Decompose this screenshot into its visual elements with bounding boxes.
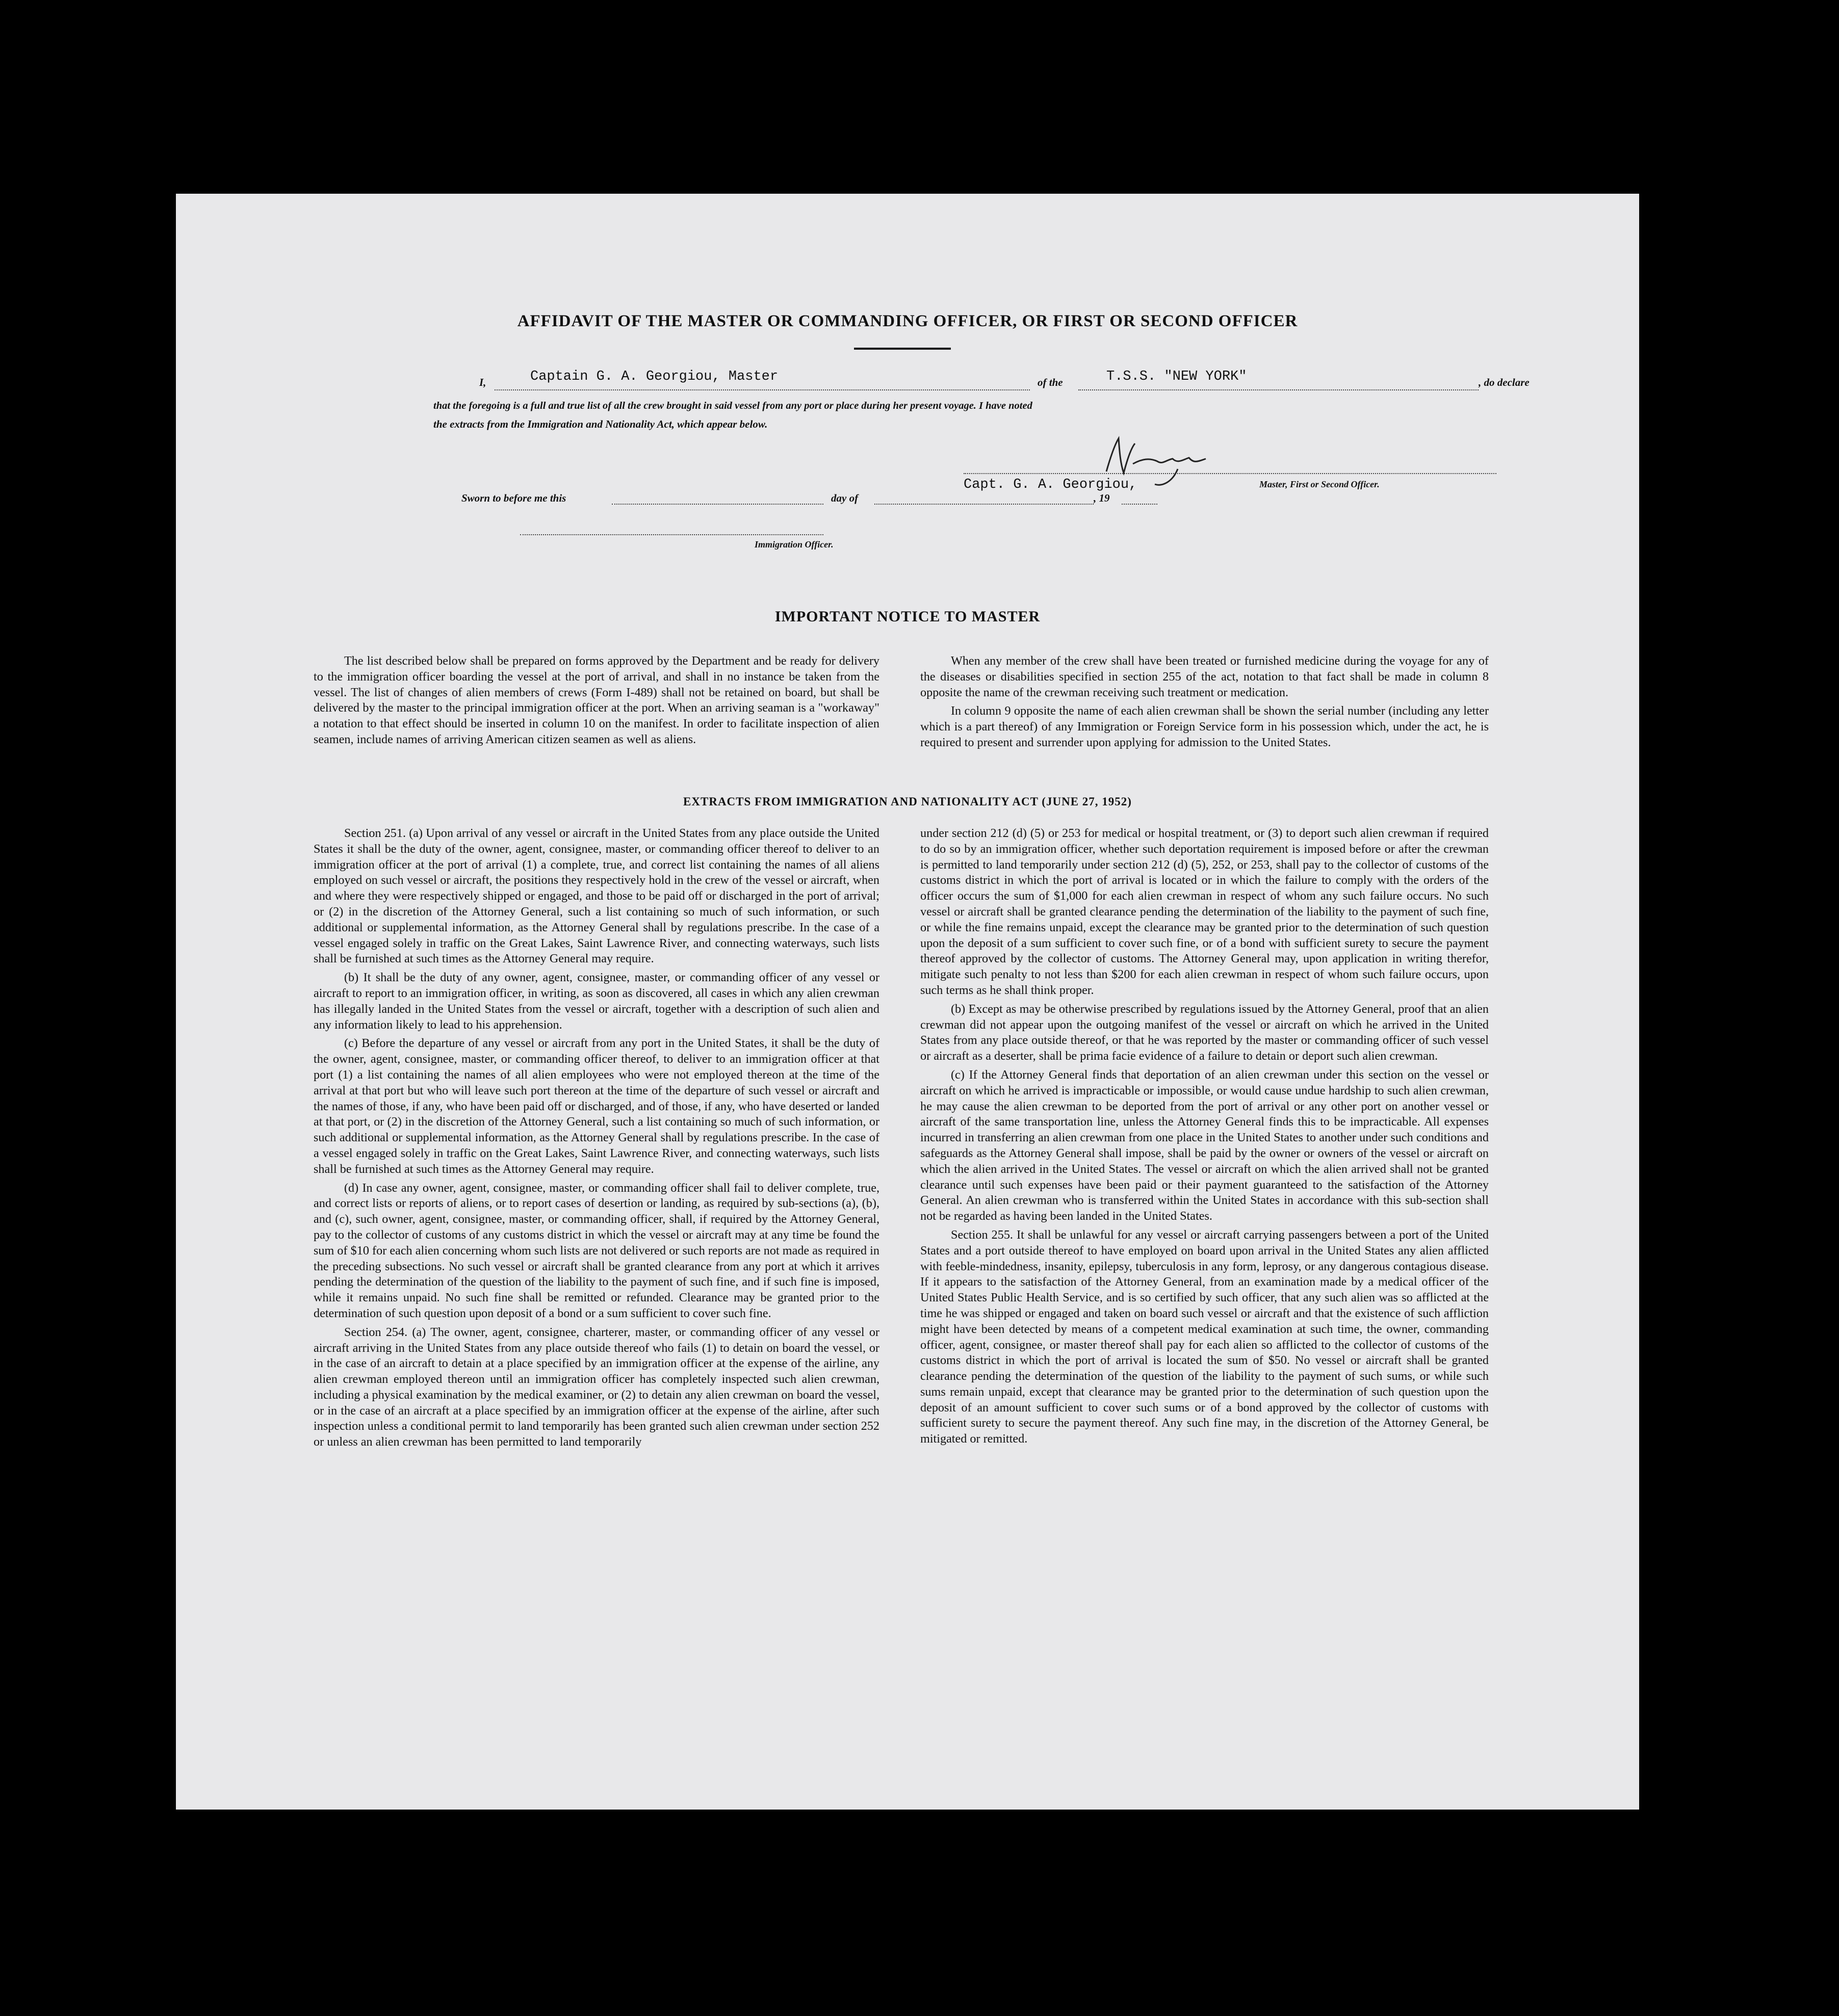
signer-title-label: Master, First or Second Officer. bbox=[1259, 479, 1380, 489]
section-254a: Section 254. (a) The owner, agent, consignee, charterer, master, or commanding officer of any vessel or aircraft arriving in the United States from any place outside thereof who fails (1) to detain on board the vessel, or in the case of an aircraft to detain at a place specified by an immigration officer at the expense of the airline, any alien crewman employed thereon until an immigration officer has completely inspected such alien crewman, including a physical examination by the medical examiner, or (2) to detain any alien crewman on board the vessel, or in the case of an aircraft at a place specified by an immigration officer at the expense of the airline, after such inspection unless a conditional permit to land temporarily has been granted such alien crewman under section 252 or unless an alien crewman has been permitted to land temporarily bbox=[314, 1325, 879, 1449]
immigration-officer-line bbox=[520, 534, 823, 535]
master-name-field: Captain G. A. Georgiou, Master bbox=[530, 369, 779, 384]
notice-right-paragraph-1: When any member of the crew shall have been treated or furnished medicine during the voyage for any of the diseases or disabilities specified in section 255 of the act, notation to that fact shall be made in column 8 opposite the name of the crewman receiving such treatment or medication. bbox=[920, 654, 1489, 699]
sworn-label: Sworn to before me this bbox=[461, 492, 566, 504]
section-251d: (d) In case any owner, agent, consignee, master, or commanding officer shall fail to deliver complete, true, and correct lists or reports of aliens, or to report cases of desertion or landing, as required by sub-sections (a), (b), and (c), such owner, agent, consignee, master, or commanding officer, shall, if required by the Attorney General, pay to the collector of customs of any customs district in which the vessel or aircraft may at any time be found the sum of $10 for each alien concerning whom such lists are not delivered or such reports are not made as required in the preceding subsections. No such vessel or aircraft shall be granted clearance from any port at which it arrives pending the determination of the question of the liability to the payment of such fine, and if such fine is imposed, while it remains unpaid. No such fine shall be remitted or refunded. Clearance may be granted prior to the determination of such question upon deposit of a bond or a sum sufficient to cover such fine. bbox=[314, 1181, 879, 1320]
notice-right-column bbox=[920, 653, 1489, 754]
year-line bbox=[1122, 504, 1157, 505]
immigration-officer-label: Immigration Officer. bbox=[755, 539, 834, 549]
section-251b: (b) It shall be the duty of any owner, agent, consignee, master, or commanding officer of any vessel or aircraft to report to an immigration officer, in writing, as soon as discovered, all cases in which any alien crewman has illegally landed in the United States from the vessel or aircraft, together with a description of such alien and any information likely to lead to his apprehension. bbox=[314, 971, 879, 1032]
extracts-right-column bbox=[920, 826, 1489, 1450]
affidavit-title: AFFIDAVIT OF THE MASTER OR COMMANDING OFFICER, OR FIRST OR SECOND OFFICER bbox=[517, 312, 1298, 330]
notice-left-paragraph: The list described below shall be prepared on forms approved by the Department and be ready for delivery to the immigration officer boarding the vessel at the port of arrival, and shall in no instance be taken from the vessel. The list of changes of alien members of crews (Form I-489) shall not be retained on board, but shall be delivered by the master to the principal immigration officer at the port. When an arriving seaman is a "workaway" a notation to that effect should be inserted in column 10 on the manifest. In order to facilitate inspection of alien seamen, include names of arriving American citizen seamen as well as aliens. bbox=[314, 654, 879, 746]
of-the-label: of the bbox=[1038, 376, 1063, 388]
sworn-date-line bbox=[612, 504, 823, 505]
declaration-line-2: that the foregoing is a full and true list of all the crew brought in said vessel from any port or place during her present voyage. I have noted bbox=[433, 400, 1032, 411]
document-page bbox=[176, 194, 1639, 1810]
section-255: Section 255. It shall be unlawful for any vessel or aircraft carrying passengers between a port of the United States and a port outside thereof to have employed on board upon arrival in the United States any alien afflicted with feeble-mindedness, insanity, epilepsy, tuberculosis in any form, leprosy, or any dangerous contagious disease. If it appears to the satisfaction of the Attorney General, from an examination made by a medical officer of the United States Public Health Service, and is so certified by such officer, that any such alien was so afflicted at the time he was shipped or engaged and taken on board such vessel or aircraft and that the existence of such affliction might have been detected by means of a competent medical examination at such time, the owner, commanding officer, agent, consignee, or master thereof shall pay for each alien so afflicted to the collector of customs of the customs district in which the port of arrival is located the sum of $50. No vessel or aircraft shall be granted clearance pending the determination of the question of the liability to the payment of such sums, or while such sums remain unpaid, except that clearance may be granted prior to the determination of such question upon the deposit of an amount sufficient to cover such sums or of a bond approved by the collector of customs with sufficient surety to secure the payment thereof. Any such fine may, in the discretion of the Attorney General, be mitigated or remitted. bbox=[920, 1227, 1489, 1446]
extracts-left-column bbox=[314, 826, 879, 1453]
vessel-name-line bbox=[1078, 389, 1479, 390]
notice-title: IMPORTANT NOTICE TO MASTER bbox=[774, 608, 1041, 625]
month-line bbox=[874, 504, 1094, 505]
signer-typed-name: Capt. G. A. Georgiou, bbox=[964, 477, 1137, 492]
section-254c: (c) If the Attorney General finds that deportation of an alien crewman under this section on the vessel or aircraft on which he arrived is impracticable or impossible, or would cause undue hardship to such alien crewman, he may cause the alien crewman to be deported from the port of arrival or any other port on another vessel or aircraft of the same transportation line, unless the Attorney General finds this to be impracticable. All expenses incurred in transferring an alien crewman from one place in the United States to another under such conditions and safeguards as the Attorney General shall impose, shall be paid by the owner or owners of the vessel or aircraft on which the alien arrived in the United States. The vessel or aircraft on which the alien arrived shall not be granted clearance until such expenses have been paid or their payment guaranteed to the satisfaction of the Attorney General. An alien crewman who is transferred within the United States in accordance with this sub-section shall not be regarded as having been landed in the United States. bbox=[920, 1067, 1489, 1223]
notice-right-paragraph-2: In column 9 opposite the name of each alien crewman shall be shown the serial number (including any letter which is a part thereof) of any Immigration or Foreign Service form in his possession which, under the act, he is required to present and surrender upon applying for admission to the United States. bbox=[920, 704, 1489, 749]
day-of-label: day of bbox=[831, 492, 859, 504]
master-name-line bbox=[495, 389, 1030, 390]
do-declare-label: , do declare bbox=[1479, 376, 1530, 388]
notice-left-column bbox=[314, 653, 879, 751]
section-251a: Section 251. (a) Upon arrival of any vessel or aircraft in the United States from any place outside the United States it shall be the duty of the owner, agent, consignee, master, or commanding officer thereof to deliver to an immigration officer at the port of arrival (1) a complete, true, and correct list containing the names of all aliens employed on such vessel or aircraft, the positions they respectively hold in the crew of the vessel or aircraft, when and where they were respectively shipped or engaged, and those to be paid off or discharged in the port of arrival; or (2) in the discretion of the Attorney General, such a list containing so much of such information, or such additional or supplemental information, as the Attorney General shall by regulations prescribe. In the case of a vessel engaged solely in traffic on the Great Lakes, Saint Lawrence River, and connecting waterways, such lists shall be furnished at such times as the Attorney General may require. bbox=[314, 826, 879, 966]
extracts-title: EXTRACTS FROM IMMIGRATION AND NATIONALITY ACT (JUNE 27, 1952) bbox=[683, 795, 1132, 808]
year-label: , 19 bbox=[1094, 492, 1110, 504]
section-254a-continued: under section 212 (d) (5) or 253 for medical or hospital treatment, or (3) to deport such alien crewman if required to do so by an immigration officer, whether such deportation requirement is imposed before or after the crewman is permitted to land temporarily under section 212 (d) (5), 252, or 253, shall pay to the collector of customs of the customs district in which the port of arrival is located or in which the failure to comply with the orders of the officer occurs the sum of $1,000 for each alien crewman in respect of whom any such failure occurs. No such vessel or aircraft shall be granted clearance pending the determination of the liability to the payment of such fine, or while the fine remains unpaid, except the clearance may be granted prior to the determination of such question upon the deposit of a sum sufficient to cover such fine, or of a bond with sufficient surety to secure the payment thereof approved by the collector of customs. The Attorney General may, upon application in writing therefor, mitigate such penalty to not less than $200 for each alien crewman in respect of whom such failure occurs, upon such terms as he shall think proper. bbox=[920, 826, 1489, 997]
i-label: I, bbox=[479, 376, 486, 388]
title-divider bbox=[854, 348, 951, 350]
declaration-line-3: the extracts from the Immigration and Nationality Act, which appear below. bbox=[433, 418, 768, 430]
section-251c: (c) Before the departure of any vessel or aircraft from any port in the United States, it shall be the duty of the owner, agent, consignee, master, or commanding officer thereof, to deliver to an immigration officer at that port (1) a list containing the names of all alien employees who were not employed thereon at the time of the arrival at that port but who will leave such port thereon at the time of the departure of such vessel or aircraft and the names of those, if any, who have been paid off or discharged, and of those, if any, who have deserted or landed at that port, or (2) in the discretion of the Attorney General, such a list containing so much of such information, or such additional or supplemental information, as the Attorney General shall by regulations prescribe. In the case of a vessel engaged solely in traffic on the Great Lakes, Saint Lawrence River, and connecting waterways, such lists shall be furnished at such times as the Attorney General may require. bbox=[314, 1036, 879, 1176]
section-254b: (b) Except as may be otherwise prescribed by regulations issued by the Attorney General, proof that an alien crewman did not appear upon the outgoing manifest of the vessel or aircraft on which he arrived in the United States from any place outside thereof, or that he was reported by the master or commanding officer of such vessel or aircraft as a deserter, shall be prima facie evidence of a failure to detain or deport such alien crewman. bbox=[920, 1002, 1489, 1063]
vessel-name-field: T.S.S. "NEW YORK" bbox=[1106, 369, 1247, 384]
